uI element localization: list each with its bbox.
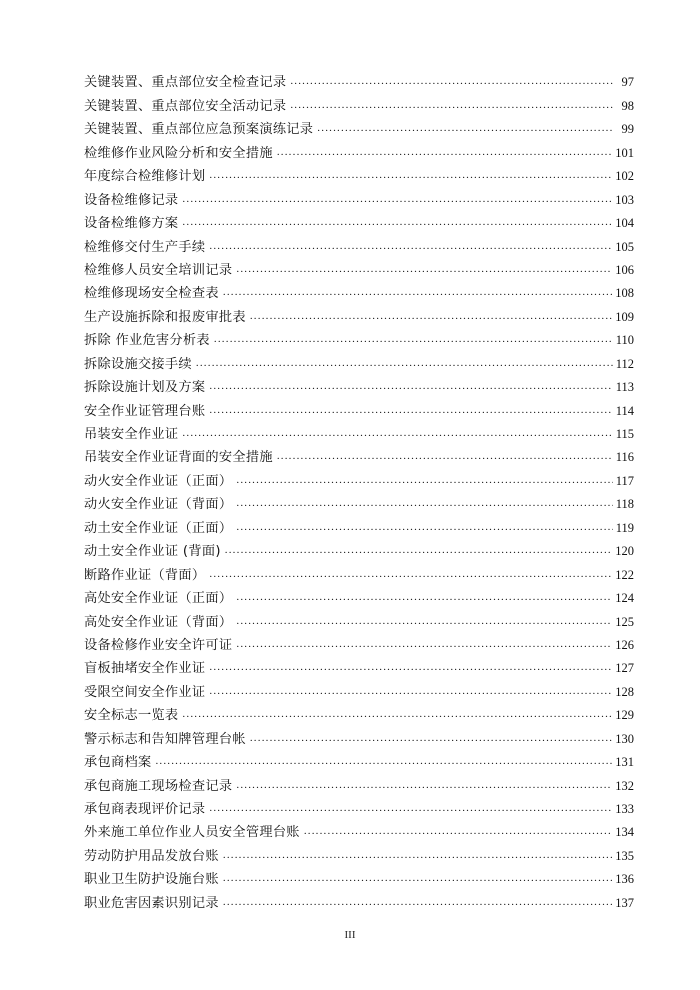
toc-dot-leader [304,824,612,841]
toc-entry-title: 关键装置、重点部位安全检查记录 [84,75,287,91]
page-number: III [344,929,356,941]
toc-dot-leader [155,754,612,771]
toc-entry-page-number: 118 [615,497,634,512]
toc-entry[interactable] [84,466,634,489]
toc-entry-title: 动火安全作业证（正面） [84,473,233,489]
toc-entry-page-number: 126 [615,637,634,652]
toc-entry-title: 设备检维修方案 [84,216,179,232]
toc-entry-page-number: 97 [621,75,634,90]
toc-entry-title: 动土安全作业证 (背面) [84,544,221,560]
toc-entry-title: 拆除 作业危害分析表 [84,333,210,349]
toc-entry-title: 承包商表现评价记录 [84,802,206,817]
toc-entry-title: 受限空间安全作业证 [84,684,206,700]
toc-entry-page-number: 104 [615,216,634,231]
toc-entry[interactable] [84,631,634,654]
toc-entry-title: 年度综合检维修计划 [84,169,206,185]
toc-entry[interactable] [84,209,634,232]
toc-entry-title: 吊装安全作业证 [84,427,179,442]
toc-entry[interactable] [84,68,634,91]
toc-entry[interactable] [84,185,634,208]
toc-dot-leader [223,895,612,912]
toc-entry-page-number: 122 [615,567,634,582]
toc-entry[interactable] [84,771,634,794]
toc-dot-leader [223,871,612,888]
toc-entry-page-number: 131 [615,755,634,770]
toc-entry[interactable] [84,677,634,700]
toc-entry-page-number: 116 [615,450,634,465]
toc-entry-page-number: 124 [615,591,634,606]
toc-entry[interactable] [84,584,634,607]
toc-dot-leader [236,778,612,795]
toc-entry-page-number: 132 [615,778,634,793]
toc-entry-page-number: 98 [621,98,634,113]
toc-entry[interactable] [84,490,634,513]
toc-entry[interactable] [84,654,634,677]
toc-dot-leader [250,731,612,748]
toc-entry[interactable] [84,162,634,185]
toc-entry-title: 职业卫生防护设施台账 [84,872,219,888]
toc-entry-title: 设备检维修记录 [84,192,179,208]
toc-entry[interactable] [84,91,634,114]
toc-entry-title: 检维修人员安全培训记录 [84,262,233,278]
toc-dot-leader [209,379,612,396]
toc-entry-title: 外来施工单位作业人员安全管理台账 [84,825,300,841]
toc-entry-page-number: 106 [615,262,634,277]
toc-dot-leader [290,74,613,91]
toc-entry-page-number: 103 [615,192,634,207]
toc-entry-page-number: 134 [615,825,634,840]
toc-entry-title: 盲板抽堵安全作业证 [84,661,206,677]
toc-entry[interactable] [84,607,634,630]
toc-entry-page-number: 113 [615,380,634,395]
toc-dot-leader [225,543,612,560]
toc-dot-leader [182,192,612,209]
toc-entry[interactable] [84,443,634,466]
toc-entry-page-number: 129 [615,708,634,723]
toc-entry[interactable] [84,724,634,747]
toc-entry-page-number: 108 [615,286,634,301]
toc-entry[interactable] [84,138,634,161]
toc-entry-page-number: 127 [615,661,634,676]
toc-dot-leader [236,637,612,654]
toc-entry-title: 安全标志一览表 [84,708,179,724]
toc-dot-leader [223,848,612,865]
toc-dot-leader [223,285,612,302]
toc-dot-leader [236,614,612,631]
toc-entry[interactable] [84,256,634,279]
toc-dot-leader [290,98,613,115]
toc-dot-leader [317,121,613,138]
toc-entry-page-number: 109 [615,309,634,324]
toc-entry[interactable] [84,888,634,911]
toc-entry-title: 关键装置、重点部位应急预案演练记录 [84,122,314,138]
toc-entry-title: 吊装安全作业证背面的安全措施 [84,450,273,466]
toc-entry-title: 动土安全作业证（正面） [84,520,233,536]
toc-entry[interactable] [84,396,634,419]
toc-dot-leader [209,403,612,420]
toc-entry-title: 警示标志和告知牌管理台帐 [84,731,246,747]
toc-entry-title: 设备检修作业安全许可证 [84,637,233,653]
toc-entry-page-number: 136 [615,872,634,887]
toc-entry[interactable] [84,420,634,443]
toc-dot-leader [182,426,612,443]
toc-entry-title: 职业危害因素识别记录 [84,895,219,911]
toc-entry-title: 断路作业证（背面） [84,567,206,583]
toc-dot-leader [209,567,612,584]
toc-entry-title: 检维修现场安全检查表 [84,286,219,302]
toc-dot-leader [236,590,612,607]
toc-dot-leader [236,473,612,490]
toc-entry-title: 承包商施工现场检查记录 [84,778,233,794]
toc-entry-page-number: 125 [615,614,634,629]
toc-dot-leader [236,262,612,279]
toc-entry-page-number: 110 [615,333,634,348]
toc-entry-title: 检维修作业风险分析和安全措施 [84,145,273,161]
toc-entry[interactable] [84,865,634,888]
toc-entry-page-number: 99 [621,122,634,137]
toc-entry[interactable] [84,841,634,864]
toc-dot-leader [182,707,612,724]
table-of-contents [84,68,634,912]
toc-entry-title: 检维修交付生产手续 [84,239,206,255]
toc-entry-page-number: 112 [615,356,634,371]
toc-entry-title: 高处安全作业证（正面） [84,591,233,607]
toc-entry[interactable] [84,513,634,536]
toc-dot-leader [236,496,612,513]
toc-entry-page-number: 135 [615,848,634,863]
toc-entry[interactable] [84,701,634,724]
toc-entry[interactable] [84,795,634,818]
toc-entry[interactable] [84,279,634,302]
toc-entry[interactable] [84,349,634,372]
toc-entry-title: 关键装置、重点部位安全活动记录 [84,98,287,114]
toc-dot-leader [277,449,613,466]
toc-entry-page-number: 133 [615,802,634,816]
toc-entry-title: 拆除设施计划及方案 [84,380,206,396]
toc-dot-leader [209,660,612,677]
toc-dot-leader [236,520,612,537]
toc-entry-page-number: 137 [615,895,634,910]
toc-dot-leader [209,168,612,185]
toc-dot-leader [277,145,612,162]
toc-entry-page-number: 115 [615,427,634,441]
toc-dot-leader [196,356,613,373]
toc-dot-leader [209,239,612,256]
toc-entry[interactable] [84,560,634,583]
toc-dot-leader [182,215,612,232]
toc-entry[interactable] [84,373,634,396]
toc-entry[interactable] [84,302,634,325]
toc-entry-title: 动火安全作业证（背面） [84,497,233,513]
toc-entry[interactable] [84,818,634,841]
toc-entry-page-number: 102 [615,169,634,184]
toc-entry-page-number: 119 [615,520,634,535]
toc-entry-page-number: 128 [615,684,634,699]
toc-entry-title: 高处安全作业证（背面） [84,614,233,630]
toc-dot-leader [250,309,612,326]
toc-entry[interactable] [84,232,634,255]
toc-entry[interactable] [84,748,634,771]
toc-entry[interactable] [84,115,634,138]
toc-dot-leader [209,801,612,818]
toc-entry-page-number: 117 [615,473,634,488]
toc-entry-title: 承包商档案 [84,755,152,771]
toc-entry-page-number: 114 [615,403,634,418]
toc-entry-title: 劳动防护用品发放台账 [84,848,219,864]
toc-entry-page-number: 101 [615,145,634,160]
toc-entry-title: 拆除设施交接手续 [84,356,192,372]
toc-entry-page-number: 120 [615,544,634,559]
toc-entry-page-number: 130 [615,731,634,746]
toc-entry-title: 生产设施拆除和报废审批表 [84,309,246,325]
toc-dot-leader [214,332,613,349]
toc-entry[interactable] [84,537,634,560]
toc-entry-title: 安全作业证管理台账 [84,403,206,419]
toc-dot-leader [209,684,612,701]
toc-entry-page-number: 105 [615,239,634,254]
toc-entry[interactable] [84,326,634,349]
